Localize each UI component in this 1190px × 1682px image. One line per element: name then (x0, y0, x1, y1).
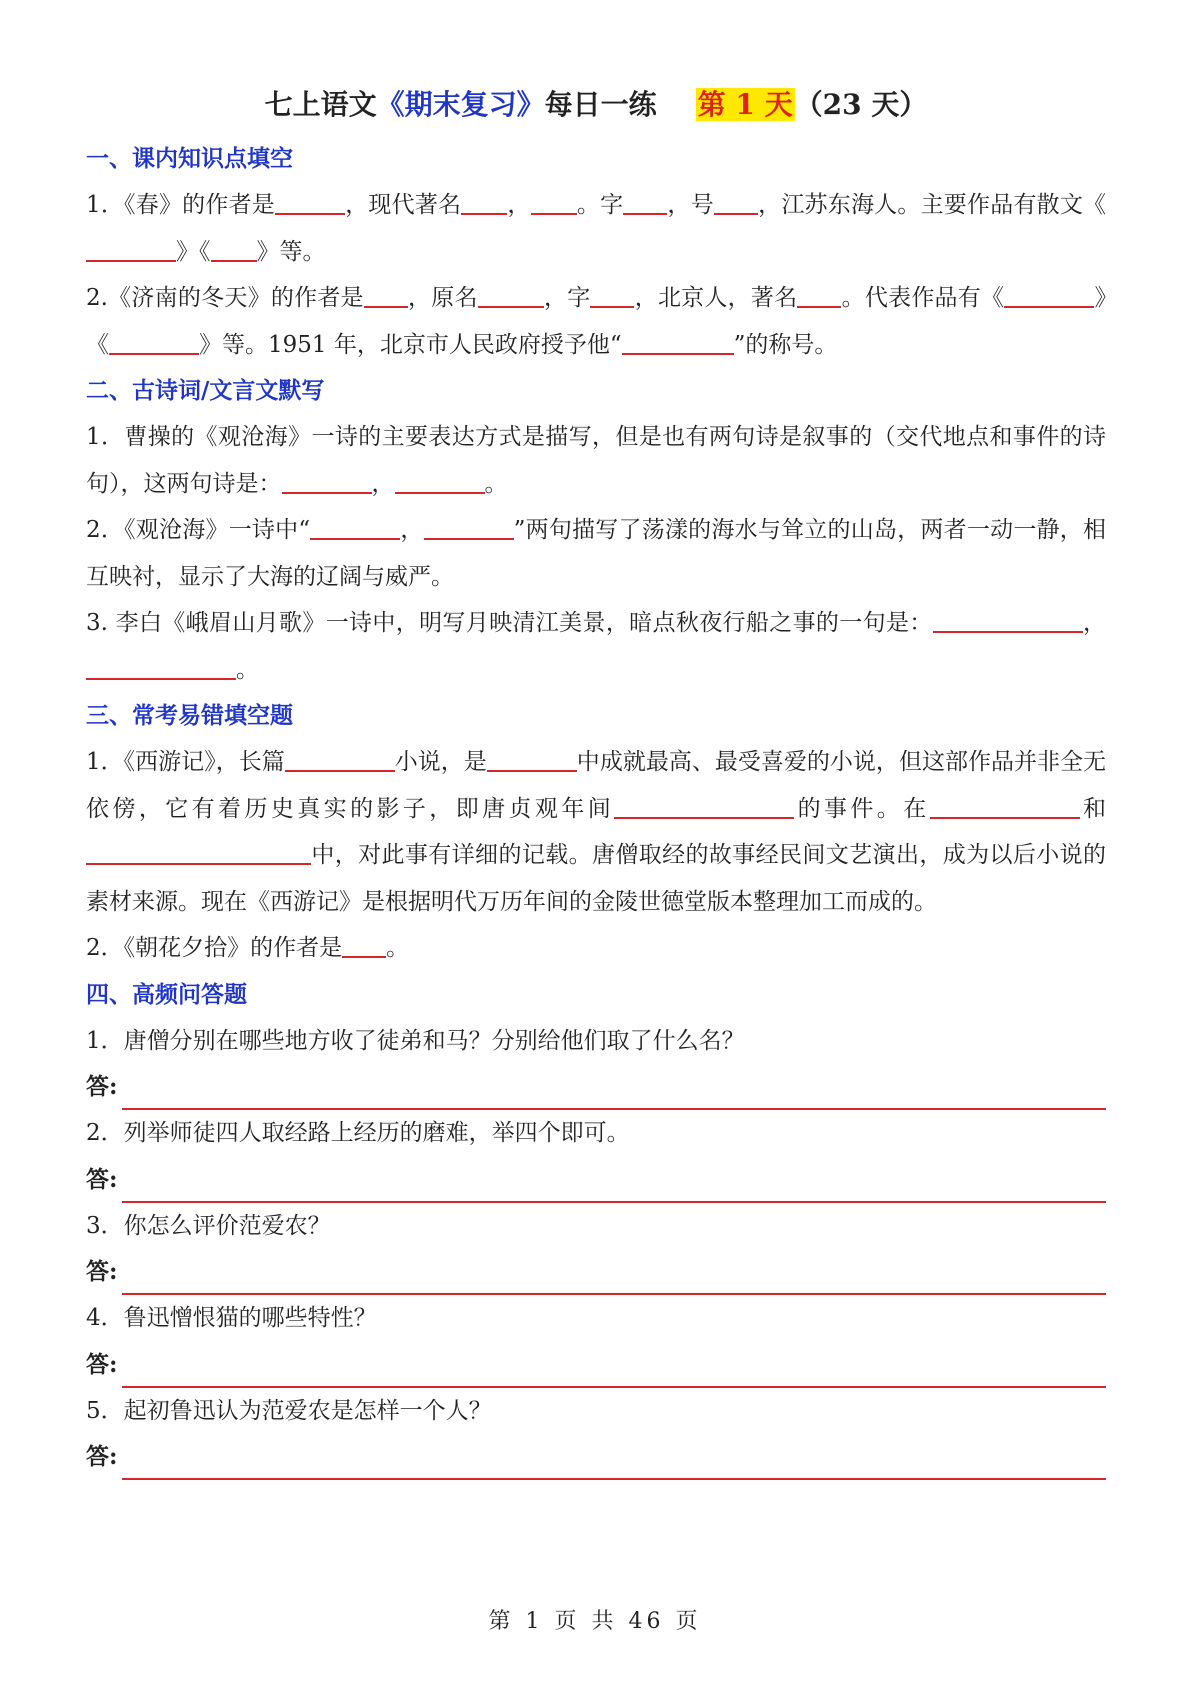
answer-label: 答: (86, 1350, 118, 1378)
blank[interactable] (86, 235, 176, 261)
blank[interactable] (930, 792, 1080, 818)
worksheet-page (86, 78, 1106, 1480)
question-2-2: 2．《观沧海》一诗中“ ， ”两句描写了荡漾的海水与耸立的山岛，两者一动一静，相互映衬，显示了大海的辽阔与威严。 (86, 507, 1106, 600)
blank[interactable] (614, 792, 794, 818)
title-day: 第 1 天 (697, 88, 793, 121)
question-1-1: 1．《春》的作者是 ，现代著名 ， 。字 ，号 ，江苏东海人。主要作品有散文《》《 》等。 (86, 182, 1106, 275)
question-3-1: 1．《西游记》，长篇 小说，是 中成就最高、最受喜爱的小说，但这部作品并非全无依傍，它有着历史真实的影子，即唐贞观年间 的事件。在 和中，对此事有详细的记载。唐僧取经的故事经民间文艺演出，成为以后小说的素材来源。现在《西游记》是根据明代万历年间的金陵世德堂版本整理加工而成的。 (86, 739, 1106, 925)
title-prefix: 七上语文 (264, 88, 377, 121)
title-book: 《期末复习》 (376, 88, 545, 121)
blank[interactable] (797, 282, 841, 308)
question-2-3: 3. 李白《峨眉山月歌》一诗中，明写月映清江美景，暗点秋夜行船之事的一句是： ，。 (86, 600, 1106, 693)
question-4-5: 5．起初鲁迅认为范爱农是怎样一个人？ (86, 1397, 492, 1424)
blank[interactable] (623, 189, 667, 215)
section-heading-3: 三、常考易错填空题 (86, 702, 293, 729)
answer-label: 答: (86, 1258, 118, 1285)
blank[interactable] (714, 189, 758, 215)
section-heading-2: 二、古诗词/文言文默写 (86, 377, 325, 404)
blank[interactable] (487, 746, 577, 772)
blank[interactable] (86, 653, 236, 679)
blank[interactable] (590, 282, 634, 308)
page-title (86, 78, 1106, 132)
blank[interactable] (395, 467, 485, 493)
question-3-2: 2．《朝花夕拾》的作者是 。 (86, 925, 1106, 972)
section-heading-1: 一、课内知识点填空 (86, 145, 293, 172)
title-mid: 每日一练 (544, 88, 657, 121)
answer-label: 答: (86, 1073, 118, 1100)
blank[interactable] (285, 746, 395, 772)
blank[interactable] (275, 189, 345, 215)
blank[interactable] (109, 328, 199, 354)
blank[interactable] (86, 839, 311, 865)
answer-line[interactable] (122, 1076, 1107, 1110)
section-heading-4: 四、高频问答题 (86, 980, 247, 1008)
blank[interactable] (342, 932, 386, 958)
blank[interactable] (364, 282, 408, 308)
question-4-2: 2．列举师徒四人取经路上经历的磨难，举四个即可。 (86, 1120, 630, 1146)
answer-row-2 (86, 1157, 1106, 1203)
answer-line[interactable] (122, 1261, 1107, 1295)
blank[interactable] (310, 514, 400, 540)
blank[interactable] (282, 467, 372, 493)
question-2-1: 1．曹操的《观沧海》一诗的主要表达方式是描写，但是也有两句诗是叙事的（交代地点和事件的诗句），这两句诗是： ， 。 (86, 424, 1106, 497)
answer-line[interactable] (122, 1169, 1107, 1203)
blank[interactable] (211, 235, 257, 261)
blank[interactable] (461, 189, 507, 215)
page-footer: 第 1 页 共 46 页 (488, 1609, 702, 1634)
answer-label: 答: (86, 1165, 118, 1193)
answer-row-1 (86, 1064, 1106, 1110)
blank[interactable] (478, 282, 544, 308)
answer-label: 答: (86, 1443, 118, 1470)
answer-row-3 (86, 1249, 1106, 1295)
blank[interactable] (933, 607, 1083, 633)
question-4-4: 4．鲁迅憎恨猫的哪些特性？ (86, 1305, 377, 1331)
blank[interactable] (531, 189, 577, 215)
answer-row-5 (86, 1434, 1106, 1480)
answer-line[interactable] (122, 1446, 1107, 1480)
blank[interactable] (1004, 282, 1094, 308)
question-4-3: 3．你怎么评价范爱农？ (86, 1212, 331, 1239)
answer-row-4 (86, 1342, 1106, 1388)
blank[interactable] (424, 514, 514, 540)
question-1-2: 2.《济南的冬天》的作者是 ，原名 ，字 ，北京人，著名 。代表作品有《 》《 》等。1951 年，北京市人民政府授予他“ ”的称号。 (86, 275, 1106, 368)
blank[interactable] (622, 328, 734, 354)
title-total: （23 天） (794, 88, 928, 121)
answer-line[interactable] (122, 1354, 1107, 1388)
question-4-1: 1．唐僧分别在哪些地方收了徒弟和马？分别给他们取了什么名？ (86, 1027, 745, 1054)
